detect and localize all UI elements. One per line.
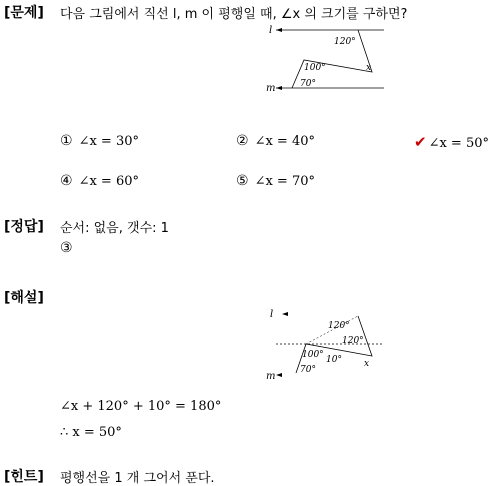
- answer-line2: ③: [60, 240, 73, 256]
- choice-3[interactable]: ✔ ∠x = 50°: [414, 133, 490, 151]
- solution-eq2: ∴ x = 50°: [60, 425, 122, 440]
- angle-120a: 120°: [328, 321, 350, 331]
- angle-x: x: [366, 63, 372, 73]
- angle-120: 120°: [334, 37, 356, 47]
- choice-4[interactable]: ④ ∠x = 60°: [60, 173, 139, 189]
- arrow-l-icon: [282, 312, 288, 316]
- hint-tag: [힌트]: [4, 469, 44, 485]
- problem-tag: [문제]: [4, 5, 44, 21]
- solution-figure: [262, 306, 392, 388]
- angle-100: 100°: [302, 350, 324, 360]
- arrow-m-icon: [276, 86, 282, 90]
- problem-text: 다음 그림에서 직선 l, m 이 평행일 때, ∠x 의 크기를 구하면?: [60, 7, 408, 22]
- angle-70: 70°: [300, 365, 316, 375]
- solution-tag: [해설]: [4, 290, 44, 306]
- choice-5[interactable]: ⑤ ∠x = 70°: [236, 173, 315, 189]
- choice-1[interactable]: ① ∠x = 30°: [60, 133, 139, 149]
- label-l: l: [269, 25, 273, 36]
- hint-text: 평행선을 1 개 그어서 푼다.: [60, 471, 215, 486]
- angle-120b: 120°: [342, 336, 364, 346]
- label-m: m: [266, 371, 276, 382]
- check-icon: ✔: [414, 133, 427, 151]
- arrow-l-icon: [276, 28, 282, 32]
- solution-eq1: ∠x + 120° + 10° = 180°: [60, 399, 222, 414]
- angle-70: 70°: [300, 79, 316, 89]
- label-m: m: [266, 83, 276, 94]
- arrow-m-icon: [276, 373, 282, 377]
- angle-100: 100°: [304, 63, 326, 73]
- answer-line1: 순서: 없음, 갯수: 1: [60, 221, 169, 236]
- problem-figure: [262, 22, 392, 97]
- angle-10: 10°: [326, 355, 342, 365]
- answer-tag: [정답]: [4, 219, 44, 235]
- choice-2[interactable]: ② ∠x = 40°: [236, 133, 315, 149]
- angle-x: x: [364, 359, 370, 369]
- label-l: l: [270, 309, 274, 320]
